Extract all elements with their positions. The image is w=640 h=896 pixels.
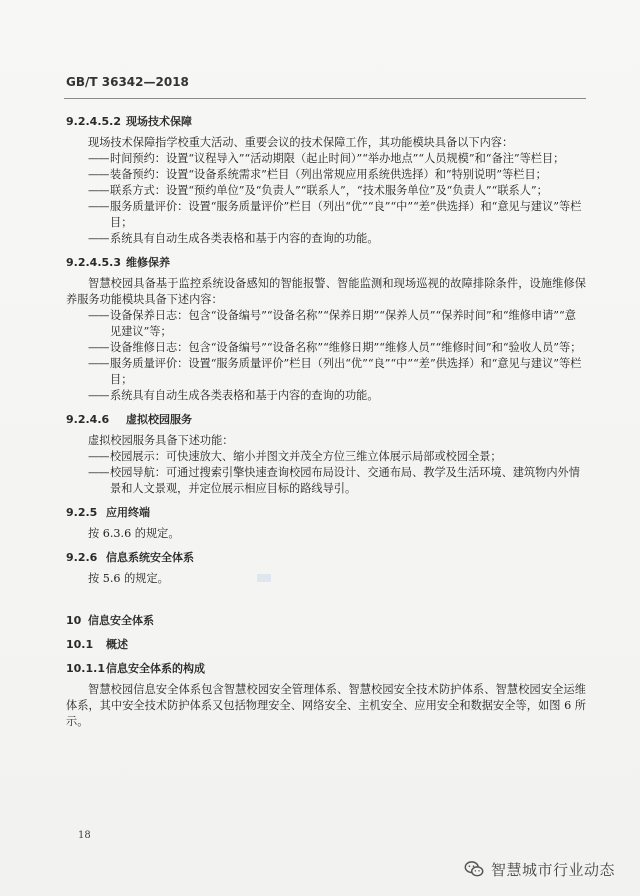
list-dash: —— (88, 341, 109, 354)
wechat-icon (463, 858, 485, 880)
document-body (66, 106, 586, 730)
paragraph: 智慧校园具备基于监控系统设备感知的智能报警、智能监测和现场巡视的故障排除条件，设施维修保养服务功能模块具备下述内容： (66, 277, 586, 306)
list-item (66, 388, 586, 404)
list-item-text: 联系方式：设置“预约单位”及“负责人”“联系人”，“技术服务单位”及“负责人”“联系人”； (110, 184, 548, 197)
list-item (66, 151, 586, 167)
list-item (66, 231, 586, 247)
list-item-text: 校园展示：可快速放大、缩小并图文并茂全方位三维立体展示局部或校园全景； (110, 450, 502, 463)
section-heading (66, 412, 586, 428)
list-item (66, 308, 586, 340)
list-dash: —— (88, 466, 109, 479)
section-number: 10 (66, 614, 82, 627)
list-dash: —— (88, 168, 109, 181)
section-number: 10.1.1 (66, 662, 105, 675)
list-item (66, 167, 586, 183)
list-dash: —— (88, 357, 109, 370)
section-number: 10.1 (66, 638, 94, 651)
scan-mark (257, 574, 271, 582)
section-heading (66, 114, 586, 130)
reference-text: 按 5.6 的规定。 (88, 572, 169, 585)
section-heading (66, 550, 586, 566)
watermark (463, 858, 615, 880)
list-item-text: 校园导航：可通过搜索引擎快速查询校园布局设计、交通布局、教学及生活环境、建筑物内外情景和人文景观，并定位展示相应目标的路线导引。 (110, 466, 580, 495)
section-heading (66, 255, 586, 271)
list-item (66, 340, 586, 356)
list-item-text: 系统具有自动生成各类表格和基于内容的查询的功能。 (110, 389, 379, 402)
list-dash: —— (88, 200, 109, 213)
list-dash: —— (88, 232, 109, 245)
list-dash: —— (88, 184, 109, 197)
section-number: 9.2.5 (66, 506, 98, 519)
list-item (66, 356, 586, 388)
section-title: 虚拟校园服务 (126, 413, 192, 426)
section-heading (66, 505, 586, 521)
page-number: 18 (78, 830, 91, 841)
standard-code: GB/T 36342—2018 (66, 75, 189, 89)
list-item (66, 449, 586, 465)
section-title: 概述 (106, 638, 128, 651)
section-title: 维修保养 (126, 256, 170, 269)
list-dash: —— (88, 152, 109, 165)
list-item-text: 系统具有自动生成各类表格和基于内容的查询的功能。 (110, 232, 379, 245)
section-number: 9.2.4.5.2 (66, 115, 121, 128)
paragraph: 虚拟校园服务具备下述功能： (88, 434, 234, 447)
section-title: 信息系统安全体系 (106, 551, 194, 564)
list-item-text: 装备预约：设置“设备系统需求”栏目（列出常规应用系统供选择）和“特别说明”等栏目； (110, 168, 547, 181)
paragraph: 现场技术保障指学校重大活动、重要会议的技术保障工作，其功能模块具备以下内容： (88, 136, 514, 149)
section-heading (66, 637, 586, 653)
section-title: 信息安全体系 (88, 614, 154, 627)
header-rule (64, 98, 586, 99)
section-number: 9.2.4.6 (66, 413, 110, 426)
section-title: 现场技术保障 (126, 115, 192, 128)
spacer (66, 587, 586, 605)
section-heading (66, 613, 586, 629)
list-item-text: 服务质量评价：设置“服务质量评价”栏目（列出“优”“良”“中”“差”供选择）和“意见与建议”等栏目； (110, 357, 582, 386)
watermark-text: 智慧城市行业动态 (491, 860, 616, 879)
list-item (66, 465, 586, 497)
list-item-text: 设备保养日志：包含“设备编号”“设备名称”“保养日期”“保养人员”“保养时间”和“维修申请”“意见建议”等； (110, 309, 576, 338)
list-dash: —— (88, 389, 109, 402)
list-dash: —— (88, 450, 109, 463)
section-heading (66, 661, 586, 677)
list-item-text: 设备维修日志：包含“设备编号”“设备名称”“维修日期”“维修人员”“维修时间”和“验收人员”等； (110, 341, 582, 354)
section-title: 应用终端 (106, 506, 150, 519)
list-item-text: 时间预约：设置“议程导入”“活动期限（起止时间）”“举办地点”“人员规模”和“备注”等栏目； (110, 152, 565, 165)
section-number: 9.2.6 (66, 551, 98, 564)
section-number: 9.2.4.5.3 (66, 256, 121, 269)
list-item-text: 服务质量评价：设置“服务质量评价”栏目（列出“优”“良”“中”“差”供选择）和“意见与建议”等栏目； (110, 200, 582, 229)
paragraph: 智慧校园信息安全体系包含智慧校园安全管理体系、智慧校园安全技术防护体系、智慧校园安全运维体系，其中安全技术防护体系又包括物理安全、网络安全、主机安全、应用安全和数据安全等，如图 6 所示。 (66, 683, 586, 728)
section-title: 信息安全体系的构成 (106, 662, 205, 675)
list-item (66, 199, 586, 231)
reference-text: 按 6.3.6 的规定。 (88, 527, 180, 540)
list-item (66, 183, 586, 199)
list-dash: —— (88, 309, 109, 322)
